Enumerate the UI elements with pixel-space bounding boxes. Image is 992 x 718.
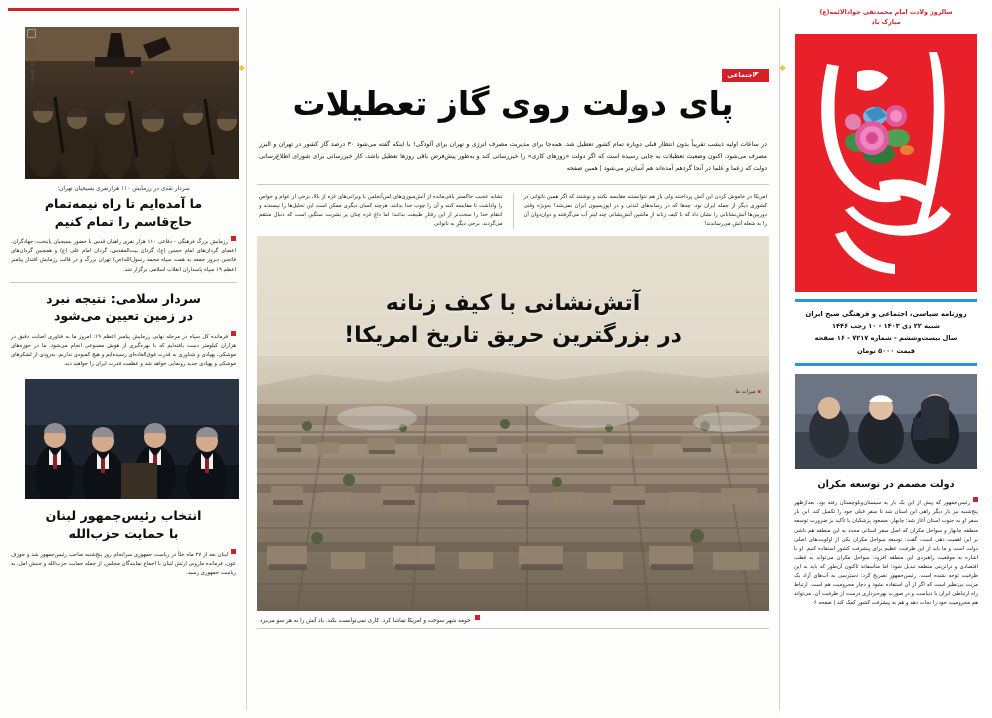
category-badge-row	[257, 62, 769, 79]
sidebar-photo-basij	[25, 27, 239, 179]
hero-credit-label: میراث ما	[735, 389, 756, 396]
hero-photo	[257, 236, 769, 611]
story1-body: رزمایش بزرگ فرهنگی - دفاعی ۱۱۰ هزار نفری راهیان قدس با حضور بسیجیان پایتخت، جهادگران، اعضای گردان‌های امام حسین (ع)، گردان بیت‌المقدس، گردان امام علی (ع) و همچنین گردان‌های فاتحین دیروز جمعه به همت سپاه محمد رسول‌الله(ص) تهران بزرگ و در قالب رزمایش اقتدار پیامبر اعظم ۱۹ سپاه پاسداران انقلاب اسلامی برگزار شد.	[11, 239, 236, 273]
story2-body: فرمانده کل سپاه در مرحله نهایی رزمایش پیامبر اعظم ۱۹: امروز ما به فناوری اصابت دقیق در هزاران کیلومتر دست یافته‌ایم که با بهره‌گیری از هوش مصنوعی انجام می‌شود. ما در حوزه‌های موشکی، پهپادی و شناوری به قدرت فوق‌العاده‌ای رسیده‌ایم و هیچ کمبودی نداریم. به‌زودی از لشکرهای موشکی و پهپادی جدید رونمایی خواهد شد و عظمت قدرت ایران را خواهید دید.	[11, 333, 236, 368]
badge-triangle-icon	[755, 72, 759, 76]
greeting-line-2: مبارک باد	[871, 18, 901, 26]
flower-illustration-icon	[839, 96, 917, 170]
story3-headline-line-1: انتخاب رئیس‌جمهور لبنان	[45, 508, 202, 524]
right-article-body-wrap	[788, 497, 984, 608]
category-badge[interactable]	[722, 69, 769, 82]
bullet-icon	[231, 549, 236, 554]
sidebar-photo-lebanon	[25, 379, 239, 499]
military-parade-photo-icon	[25, 27, 239, 179]
accent-bar-top	[795, 299, 977, 302]
publication-price: قیمت ۵۰۰۰ تومان	[857, 346, 915, 355]
hero-headline-line-2: در بزرگترین حریق تاریخ امریکا!	[344, 322, 682, 348]
bullet-icon	[231, 236, 236, 241]
sidebar-photo-credit: عکس: مهدی بلوریان	[29, 41, 35, 85]
caption-bullet-icon	[475, 615, 480, 620]
hero-photo-caption	[257, 615, 769, 624]
story1-body-wrap	[8, 236, 239, 274]
story1-headline	[10, 195, 237, 230]
story1-headline-line-1: ما آمده‌ایم تا راه نیمه‌تمام	[44, 196, 203, 211]
holiday-greeting	[788, 8, 984, 28]
story2-headline	[10, 290, 237, 325]
bullet-icon	[973, 497, 978, 502]
story3-body: لبنان بعد از ۲۷ ماه خلأ در ریاست جمهوری سرانجام روز پنج‌شنبه صاحب رئیس‌جمهور شد و جوزف عون، فرمانده مارونی ارتش لبنان با اجماع نمایندگان مجلس، از جمله حمایت حزب‌الله و جنبش امل، به ریاست جمهوری رسید.	[11, 551, 236, 576]
lead-paragraph: در ساعات اولیه دیشب تقریباً بدون انتظار قبلی دوباره تمام کشور تعطیل شد. همه‌جا برای مدیریت مصرف انرژی و تهران برای آلودگی! با اینکه گفته می‌شود ۳۰ درصد گاز کشور در تهران و البرز مصرف می‌شود. اکنون وضعیت تعطیلات به جایی رسیده است که اگر دولت «روزهای کاری» را خبررسانی کند و به‌طور پیش‌فرض باقی روزها تعطیل باشد، کار خبررسانی برای شورای اطلاع‌رسانی دولت که زعما و علما در آنجا گردهم آمده‌اند هم آسان‌تر می‌شود | همین صفحه	[259, 141, 767, 173]
center-column	[247, 0, 779, 718]
publication-date: شنبه ۲۲ دی ۱۴۰۳ - ۱۰ رجب ۱۴۴۶	[832, 322, 940, 331]
story3-headline	[10, 507, 237, 542]
hero-headline-line-1: آتش‌نشانی با کیف زنانه	[385, 291, 641, 317]
story3-headline-line-2: با حمایت حزب‌الله	[68, 526, 179, 541]
meeting-photo-illustration-icon	[795, 374, 977, 469]
publication-type: روزنامه سیاسی، اجتماعی و فرهنگی صبح ایران	[805, 309, 967, 318]
lebanon-ceremony-photo-icon	[25, 379, 239, 499]
reg-mark-center-icon: ▾	[130, 68, 135, 77]
newspaper-logo[interactable]	[795, 34, 977, 292]
story1-kicker: سردار تقدی در رزمایش ۱۱۰ هزارنفری بسیجیان تهران:	[57, 186, 190, 192]
left-sidebar	[0, 0, 247, 718]
caption-rule	[257, 628, 769, 629]
story2-headline-line-2: در زمین تعیین می‌شود	[53, 308, 194, 324]
right-article-title: دولت مصمم در توسعه مکران	[817, 478, 955, 490]
lead-separator	[257, 184, 769, 185]
masthead-column	[780, 0, 992, 718]
hero-caption-text: حومه شهر سوخت و امریکا تماشا کرد. کاری نمی‌توانست بکند. باد آتش را به هر سو می‌برد	[260, 618, 471, 625]
publication-issue: سال بیست‌وششم - شماره ۷۲۱۷ - ۱۶ صفحه	[814, 334, 958, 343]
hero-photo-credit	[735, 389, 761, 395]
category-badge-label: اجتماعی	[727, 71, 755, 79]
camera-icon	[27, 29, 36, 38]
story2-body-wrap	[8, 331, 239, 369]
bullet-icon	[231, 331, 236, 336]
right-article-photo	[795, 374, 977, 469]
story1-headline-line-2: حاج‌قاسم را تمام کنیم	[54, 213, 193, 229]
story2-headline-line-1: سردار سلامی: نتیجه نبرد	[46, 290, 201, 306]
credit-marker-icon: ▪	[757, 389, 761, 396]
sub-column-separator	[513, 193, 514, 229]
sidebar-top-accent	[8, 8, 239, 11]
right-article-body: رئیس‌جمهور که پیش از این یک بار به سیستان‌وبلوچستان رفته بود، بعدازظهر پنج‌شنبه نیز بار دیگر راهی این استان شد تا سفر قبلی خود را تکمیل کند. این بار سفر او به جنوب استان آغاز شد؛ چابهار. مسعود پزشکیان با تأکید بر ضرورت توسعه منطقه چابهار و سواحل مکران که اصل سفر استانی مجدد به این منطقه هم ناشی بر این اهمیت دهی است، گفت: توسعه سواحل مکران یکی از اولویت‌های اصلی دولت است و ما باید از این ظرفیت عظیم برای پیشرفت کشور استفاده کنیم. او با اشاره به موقعیت راهبردی این منطقه افزود: سواحل مکران می‌تواند به قطب اقتصادی و ترانزیتی منطقه تبدیل شود؛ اما متأسفانه تاکنون آن‌طور که باید به این ظرفیت توجه نشده است. رئیس‌جمهور تصریح کرد: دسترسی به آب‌های آزاد یک مزیت بی‌نظیر است که اگر از آن استفاده نشود و دچار محرومیت هم است. ارتباط راه ارتباطی ایران با دنیاست و در صورت بهره‌برداری درست از ظرفیت آن، می‌تواند هم محرومیت خود را نجات دهد و هم به پیشرفت کشور کمک کند | صفحه ۶	[794, 500, 978, 607]
greeting-line-1: سالروز ولادت امام محمدتقی جوادالائمه(ع)	[819, 9, 953, 16]
reg-mark-right-icon: ❖	[778, 64, 786, 73]
two-column-text	[257, 193, 769, 229]
sub-column-right: تشابه عجیب خاکستر باقی‌مانده از آتش‌سوزی‌های لس‌آنجلس با ویرانی‌های غزه از بالا، برخی از عوام و خواص را واداشت تا مقایسه کنند و آن را چوب خدا بدانند. هرچند کسان دیگری ممکن است این تحلیل‌ها را نپسندند و انتقام خدا را سخت‌تر از این رفتار طبیعت بدانند؛ اما داغ غزه چنان بر بشریت سنگین است که دنبال منتقم می‌گردند. برخی دیگر به ناتوانی	[259, 193, 503, 228]
sub-column-left: امریکا در خاموش کردن این آتش پرداختند ولی باز هم نتوانستند مقایسه نکنند و نوشتند که اگر همین ناتوانی در کشوری دیگر از جمله ایران بود، چه‌ها که در رسانه‌های لندنی و در اپوزیسیون ایران نمی‌شد! به‌ویژه وقتی دوربین‌ها آتش‌نشانانی را نشان داد که با کیف زنانه از ماشین آتش‌نشانی چند لیتر آب می‌گرفتند و دوان‌دوان آن را به شعله آتش می‌رساندند!	[523, 193, 767, 228]
story1-separator	[10, 282, 237, 283]
publication-info	[788, 308, 984, 357]
story3-body-wrap	[8, 549, 239, 578]
reg-mark-left-icon: ❖	[238, 64, 246, 73]
accent-bar-bottom	[795, 363, 977, 366]
main-headline: پای دولت روی گاز تعطیلات	[292, 84, 734, 123]
hero-overlay-headline	[257, 288, 769, 350]
